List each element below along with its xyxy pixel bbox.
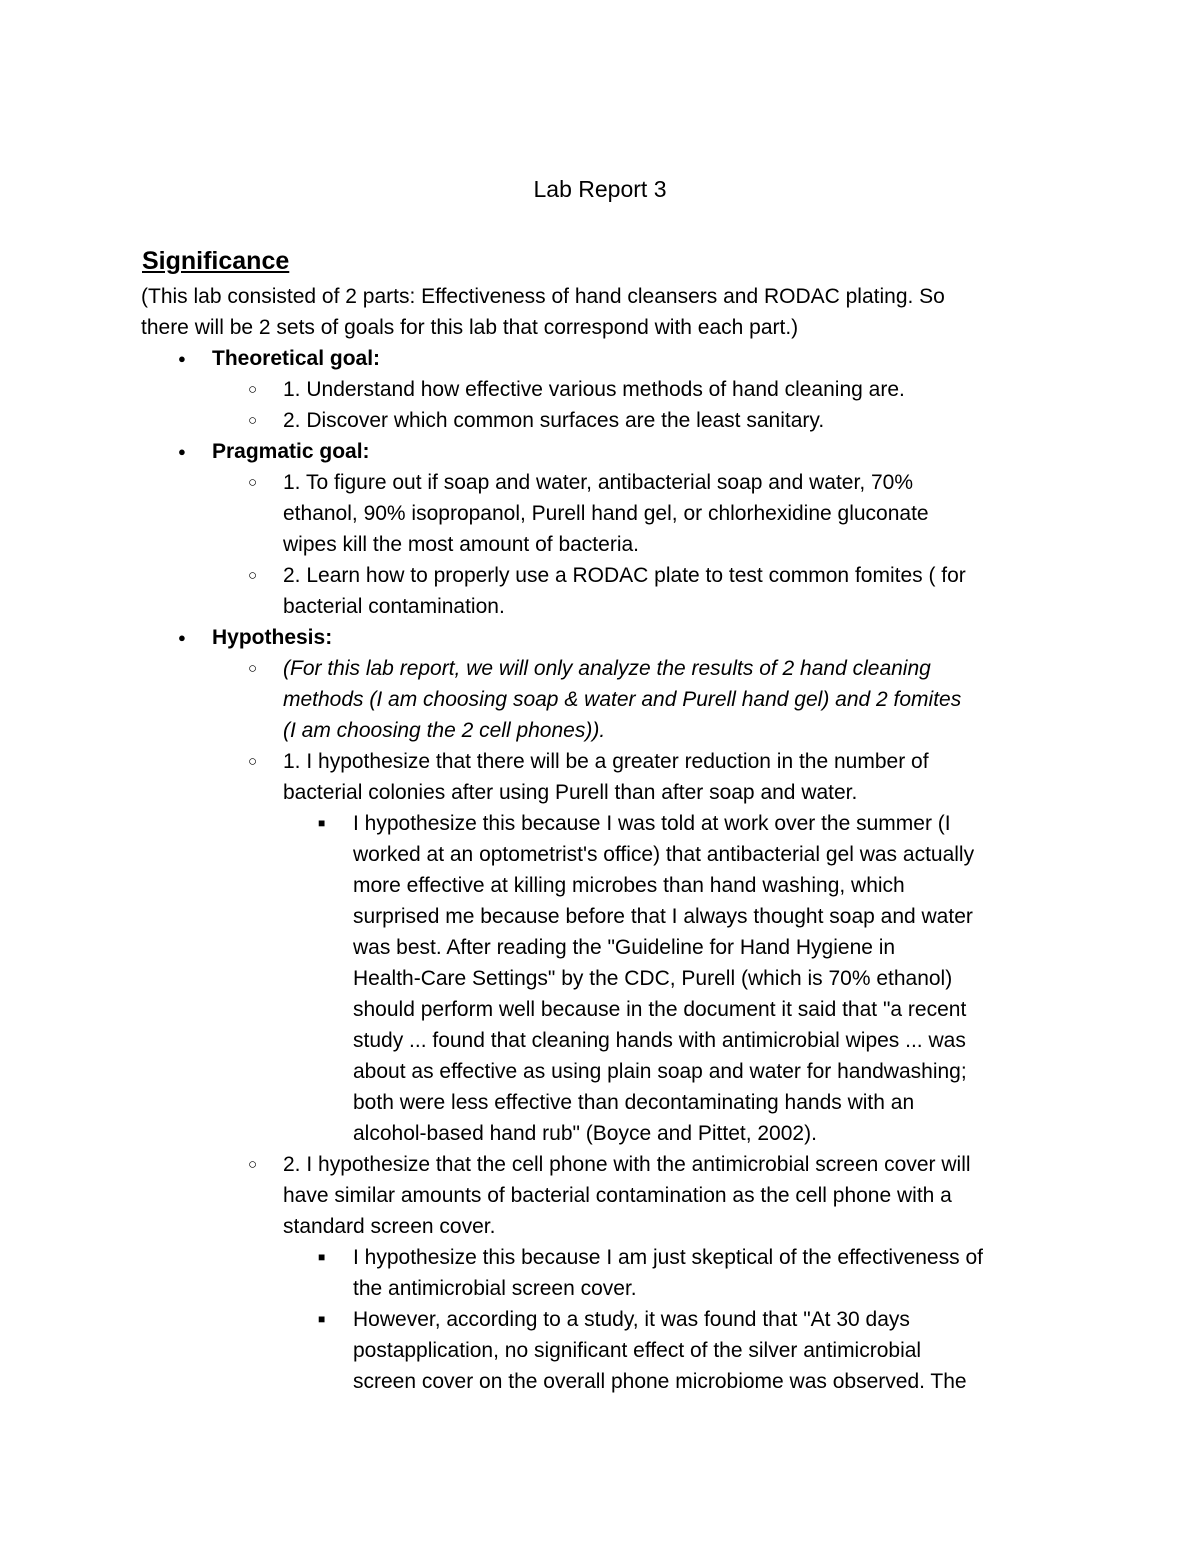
- section-heading: Significance: [142, 247, 290, 275]
- pragmatic-goal-label: Pragmatic goal:: [212, 440, 370, 463]
- bullet-circle-icon: ○: [248, 412, 258, 429]
- hypothesis-label: Hypothesis:: [212, 626, 333, 649]
- list-item: 2. Learn how to properly use a RODAC plate to test common fomites ( for: [283, 564, 966, 587]
- list-item: I hypothesize this because I am just skeptical of the effectiveness of: [353, 1246, 983, 1269]
- list-item: both were less effective than decontaminating hands with an: [353, 1091, 915, 1114]
- bullet-circle-icon: ○: [248, 753, 258, 770]
- list-item: 1. To figure out if soap and water, antibacterial soap and water, 70%: [283, 471, 914, 494]
- list-item: methods (I am choosing soap & water and Purell hand gel) and 2 fomites: [283, 688, 962, 711]
- list-item: 2. Discover which common surfaces are the least sanitary.: [283, 409, 825, 432]
- theoretical-goal-label: Theoretical goal:: [212, 347, 381, 370]
- list-item: (I am choosing the 2 cell phones)).: [283, 719, 606, 742]
- bullet-circle-icon: ○: [248, 1156, 258, 1173]
- list-item: was best. After reading the "Guideline for Hand Hygiene in: [353, 936, 896, 959]
- intro-line: there will be 2 sets of goals for this lab that correspond with each part.): [141, 316, 799, 339]
- intro-line: (This lab consisted of 2 parts: Effectiveness of hand cleansers and RODAC plating. So: [141, 285, 945, 308]
- list-item: about as effective as using plain soap and water for handwashing;: [353, 1060, 967, 1083]
- list-item: ethanol, 90% isopropanol, Purell hand gel, or chlorhexidine gluconate: [283, 502, 929, 525]
- list-item: screen cover on the overall phone microbiome was observed. The: [353, 1370, 967, 1393]
- list-item: surprised me because before that I always thought soap and water: [353, 905, 973, 928]
- bullet-square-icon: ■: [318, 1250, 326, 1264]
- list-item: (For this lab report, we will only analyze the results of 2 hand cleaning: [283, 657, 931, 680]
- list-item: However, according to a study, it was found that "At 30 days: [353, 1308, 910, 1331]
- list-item: 1. I hypothesize that there will be a greater reduction in the number of: [283, 750, 929, 773]
- bullet-disc-icon: ●: [178, 444, 186, 459]
- list-item: bacterial contamination.: [283, 595, 505, 618]
- list-item: 2. I hypothesize that the cell phone with the antimicrobial screen cover will: [283, 1153, 971, 1176]
- list-item: study ... found that cleaning hands with antimicrobial wipes ... was: [353, 1029, 966, 1052]
- bullet-disc-icon: ●: [178, 630, 186, 645]
- list-item: more effective at killing microbes than hand washing, which: [353, 874, 905, 897]
- list-item: postapplication, no significant effect of the silver antimicrobial: [353, 1339, 922, 1362]
- list-item: wipes kill the most amount of bacteria.: [283, 533, 639, 556]
- document-title: Lab Report 3: [533, 176, 667, 202]
- list-item: have similar amounts of bacterial contamination as the cell phone with a: [283, 1184, 952, 1207]
- bullet-circle-icon: ○: [248, 567, 258, 584]
- list-item: 1. Understand how effective various methods of hand cleaning are.: [283, 378, 905, 401]
- list-item: worked at an optometrist's office) that antibacterial gel was actually: [353, 843, 975, 866]
- list-item: I hypothesize this because I was told at work over the summer (I: [353, 812, 951, 835]
- bullet-circle-icon: ○: [248, 474, 258, 491]
- bullet-circle-icon: ○: [248, 381, 258, 398]
- list-item: standard screen cover.: [283, 1215, 496, 1238]
- bullet-circle-icon: ○: [248, 660, 258, 677]
- bullet-square-icon: ■: [318, 1312, 326, 1326]
- list-item: should perform well because in the document it said that "a recent: [353, 998, 967, 1021]
- list-item: alcohol-based hand rub" (Boyce and Pittet, 2002).: [353, 1122, 817, 1145]
- list-item: the antimicrobial screen cover.: [353, 1277, 637, 1300]
- list-item: Health-Care Settings" by the CDC, Purell (which is 70% ethanol): [353, 967, 953, 990]
- list-item: bacterial colonies after using Purell than after soap and water.: [283, 781, 858, 804]
- bullet-square-icon: ■: [318, 816, 326, 830]
- bullet-disc-icon: ●: [178, 351, 186, 366]
